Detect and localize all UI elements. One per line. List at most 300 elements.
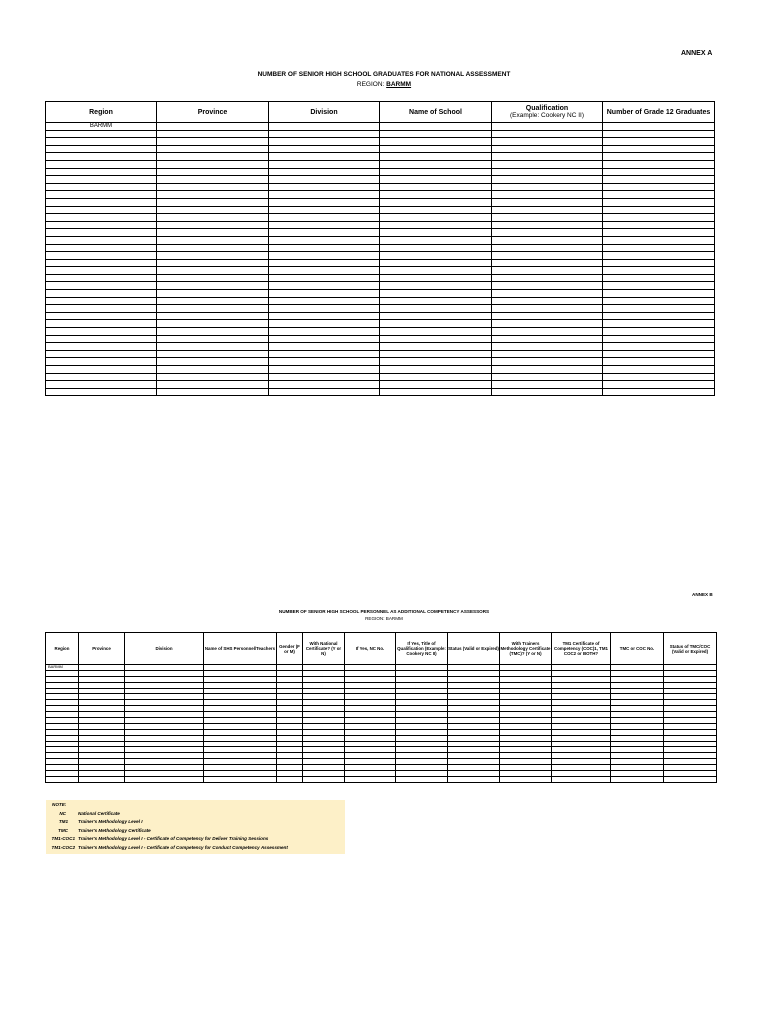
table-cell xyxy=(380,176,492,184)
table-cell xyxy=(492,274,603,282)
table-cell xyxy=(46,236,157,244)
table-cell xyxy=(157,145,269,153)
table-cell xyxy=(46,229,157,237)
table-cell xyxy=(492,267,603,275)
table-cell xyxy=(46,259,157,267)
table-cell xyxy=(157,350,269,358)
table-cell xyxy=(603,123,715,131)
table-cell xyxy=(380,229,492,237)
table-cell xyxy=(492,366,603,374)
table-cell xyxy=(269,221,380,229)
table-cell xyxy=(269,358,380,366)
table-cell xyxy=(46,776,79,782)
table-cell xyxy=(380,267,492,275)
b-col-with-tmc-header: With Trainers Methodology Certificate (TMC)? (Y or N) xyxy=(500,633,552,665)
table-cell xyxy=(157,358,269,366)
table-cell xyxy=(269,198,380,206)
table-cell xyxy=(46,138,157,146)
b-col-tmc-coc-no-header: TMC or COC No. xyxy=(611,633,664,665)
table-cell xyxy=(380,305,492,313)
annex-b-label: ANNEX B xyxy=(692,592,713,597)
table-cell xyxy=(46,350,157,358)
table-cell xyxy=(603,244,715,252)
annex-a-row xyxy=(46,130,715,138)
b-col-with-nc-header: With National Certificate? (Y or N) xyxy=(303,633,345,665)
annex-a-row xyxy=(46,305,715,313)
note-box xyxy=(46,800,345,854)
table-cell xyxy=(492,252,603,260)
annex-a-row xyxy=(46,221,715,229)
col-province-header: Province xyxy=(157,102,269,123)
table-cell xyxy=(492,358,603,366)
annex-a-row xyxy=(46,138,715,146)
table-cell xyxy=(603,145,715,153)
table-cell xyxy=(380,290,492,298)
annex-a-row xyxy=(46,312,715,320)
annex-a-row xyxy=(46,381,715,389)
b-col-personnel-header: Name of SHS Personnel/Teachers xyxy=(204,633,277,665)
table-cell xyxy=(603,138,715,146)
annex-a-row xyxy=(46,176,715,184)
table-cell xyxy=(157,198,269,206)
table-cell xyxy=(492,343,603,351)
table-cell xyxy=(552,776,611,782)
table-cell xyxy=(46,274,157,282)
table-cell xyxy=(269,366,380,374)
note-abbr-tm1-coc1: TM1-COC1 xyxy=(51,836,75,841)
table-cell xyxy=(157,206,269,214)
table-cell xyxy=(157,138,269,146)
table-cell xyxy=(492,328,603,336)
table-cell xyxy=(492,236,603,244)
table-cell xyxy=(603,198,715,206)
annex-a-region-line xyxy=(0,81,768,88)
table-cell xyxy=(46,343,157,351)
table-cell xyxy=(603,282,715,290)
table-cell xyxy=(157,388,269,396)
table-cell xyxy=(603,373,715,381)
table-cell xyxy=(603,335,715,343)
table-cell xyxy=(603,221,715,229)
annex-a-row xyxy=(46,191,715,199)
table-cell xyxy=(603,252,715,260)
annex-a-row xyxy=(46,206,715,214)
table-cell xyxy=(500,776,552,782)
table-cell xyxy=(46,252,157,260)
table-cell xyxy=(157,214,269,222)
table-cell xyxy=(269,176,380,184)
table-cell xyxy=(269,153,380,161)
annex-b-region-line: REGION: BARMM xyxy=(365,616,403,621)
table-cell xyxy=(157,297,269,305)
table-cell xyxy=(46,130,157,138)
table-cell xyxy=(46,297,157,305)
table-cell xyxy=(396,776,448,782)
table-cell xyxy=(603,328,715,336)
annex-a-row xyxy=(46,366,715,374)
table-cell xyxy=(269,297,380,305)
table-cell xyxy=(603,343,715,351)
b-col-province-header: Province xyxy=(79,633,125,665)
b-col-tm1-cert-header: TM1 Certificate of Competency (COC)1, TM1 COC2 or BOTH? xyxy=(552,633,611,665)
table-cell xyxy=(380,191,492,199)
table-cell xyxy=(46,206,157,214)
table-cell xyxy=(380,312,492,320)
table-cell xyxy=(492,259,603,267)
table-cell xyxy=(603,183,715,191)
col-graduates-header: Number of Grade 12 Graduates xyxy=(603,102,715,123)
table-cell xyxy=(157,320,269,328)
col-region-header: Region xyxy=(46,102,157,123)
table-cell xyxy=(380,252,492,260)
annex-a-row xyxy=(46,328,715,336)
table-cell xyxy=(157,274,269,282)
table-cell xyxy=(269,252,380,260)
annex-a-title: NUMBER OF SENIOR HIGH SCHOOL GRADUATES FOR NATIONAL ASSESSMENT xyxy=(257,71,511,78)
annex-a-header-row xyxy=(46,102,715,123)
annex-b-title: NUMBER OF SENIOR HIGH SCHOOL PERSONNEL AS ADDITIONAL COMPETENCY ASSESSORS xyxy=(278,609,490,614)
table-cell xyxy=(269,206,380,214)
table-cell xyxy=(46,312,157,320)
table-cell xyxy=(492,221,603,229)
table-cell xyxy=(380,282,492,290)
b-col-status-header: Status (Valid or Expired) xyxy=(448,633,500,665)
table-cell xyxy=(269,183,380,191)
table-cell xyxy=(157,168,269,176)
table-cell xyxy=(269,267,380,275)
table-cell xyxy=(492,168,603,176)
table-cell xyxy=(603,191,715,199)
table-cell xyxy=(380,259,492,267)
table-cell xyxy=(380,388,492,396)
qualification-example: (Example: Cookery NC II) xyxy=(509,112,585,119)
note-abbr-tm1-coc2: TM1-COC2 xyxy=(51,845,75,850)
table-cell xyxy=(157,335,269,343)
annex-a-row xyxy=(46,267,715,275)
table-cell xyxy=(269,335,380,343)
table-cell xyxy=(157,123,269,131)
table-cell xyxy=(380,198,492,206)
table-cell xyxy=(46,320,157,328)
table-cell xyxy=(380,358,492,366)
table-cell xyxy=(269,168,380,176)
table-cell xyxy=(269,236,380,244)
table-cell xyxy=(380,214,492,222)
table-cell xyxy=(492,153,603,161)
table-cell xyxy=(46,305,157,313)
annex-b-header-row xyxy=(46,633,717,665)
table-cell xyxy=(46,221,157,229)
annex-a-region-prefix: REGION: xyxy=(356,81,387,88)
table-cell xyxy=(380,244,492,252)
annex-a-row xyxy=(46,183,715,191)
table-cell xyxy=(79,776,125,782)
table-cell xyxy=(269,229,380,237)
table-cell xyxy=(46,214,157,222)
table-cell xyxy=(269,123,380,131)
table-cell xyxy=(603,153,715,161)
table-cell xyxy=(380,206,492,214)
table-cell xyxy=(492,160,603,168)
table-cell xyxy=(46,366,157,374)
table-cell xyxy=(603,274,715,282)
table-cell xyxy=(269,160,380,168)
table-cell xyxy=(380,297,492,305)
annex-a-row xyxy=(46,297,715,305)
table-cell xyxy=(157,183,269,191)
table-cell xyxy=(380,168,492,176)
annex-a-table xyxy=(45,101,715,396)
note-abbr-tmc: TMC xyxy=(58,828,68,833)
annex-a-row xyxy=(46,282,715,290)
table-cell xyxy=(492,206,603,214)
table-cell xyxy=(380,123,492,131)
table-cell xyxy=(269,145,380,153)
table-cell xyxy=(157,176,269,184)
table-cell xyxy=(492,350,603,358)
table-cell xyxy=(492,145,603,153)
col-division-header: Division xyxy=(269,102,380,123)
table-cell xyxy=(46,183,157,191)
table-cell xyxy=(492,335,603,343)
table-cell xyxy=(603,388,715,396)
table-cell xyxy=(157,236,269,244)
table-cell xyxy=(664,776,717,782)
table-cell xyxy=(46,160,157,168)
table-cell xyxy=(492,290,603,298)
table-cell xyxy=(492,320,603,328)
note-text-tmc: Trainer's Methodology Certificate xyxy=(78,828,151,833)
table-cell xyxy=(269,274,380,282)
table-cell xyxy=(603,229,715,237)
table-cell xyxy=(157,252,269,260)
table-cell xyxy=(46,145,157,153)
annex-b-row xyxy=(46,776,717,782)
table-cell xyxy=(492,297,603,305)
table-cell xyxy=(157,305,269,313)
table-cell xyxy=(269,259,380,267)
annex-a-row xyxy=(46,229,715,237)
table-cell xyxy=(46,244,157,252)
table-cell xyxy=(380,366,492,374)
table-cell xyxy=(448,776,500,782)
annex-a-label: ANNEX A xyxy=(681,50,713,57)
annex-a-row xyxy=(46,252,715,260)
table-cell xyxy=(492,176,603,184)
table-cell xyxy=(603,358,715,366)
note-text-tm1-coc2: Trainer's Methodology Level I - Certificate of Competency for Conduct Competency Assessment xyxy=(78,845,288,850)
table-cell xyxy=(269,343,380,351)
annex-a-row xyxy=(46,145,715,153)
table-cell xyxy=(269,244,380,252)
table-cell xyxy=(46,282,157,290)
qualification-label: Qualification xyxy=(525,105,569,112)
annex-a-row xyxy=(46,350,715,358)
table-cell xyxy=(603,366,715,374)
table-cell xyxy=(269,130,380,138)
table-cell xyxy=(46,335,157,343)
table-cell xyxy=(380,350,492,358)
table-cell xyxy=(157,290,269,298)
table-cell xyxy=(46,373,157,381)
table-cell xyxy=(492,381,603,389)
b-col-title-qual-header: If Yes, Title of Qualification (Example: Cookery NC II) xyxy=(396,633,448,665)
col-school-header: Name of School xyxy=(380,102,492,123)
table-cell xyxy=(204,776,277,782)
first-row-region-cell: BARMM xyxy=(46,123,157,131)
annex-a-row xyxy=(46,236,715,244)
table-cell xyxy=(157,282,269,290)
table-cell xyxy=(603,305,715,313)
table-cell xyxy=(603,160,715,168)
table-cell xyxy=(380,320,492,328)
table-cell xyxy=(303,776,345,782)
table-cell xyxy=(380,221,492,229)
table-cell xyxy=(46,328,157,336)
table-cell xyxy=(46,388,157,396)
annex-a-region-value: BARMM xyxy=(386,81,412,88)
table-cell xyxy=(492,244,603,252)
table-cell xyxy=(603,130,715,138)
annex-b-table xyxy=(45,632,717,783)
table-cell xyxy=(380,335,492,343)
col-qualification-header xyxy=(492,102,603,123)
table-cell xyxy=(603,350,715,358)
annex-a-row xyxy=(46,153,715,161)
table-cell xyxy=(269,373,380,381)
table-cell xyxy=(157,221,269,229)
annex-a-row xyxy=(46,244,715,252)
table-cell xyxy=(603,381,715,389)
table-cell xyxy=(380,183,492,191)
table-cell xyxy=(492,198,603,206)
table-cell xyxy=(380,328,492,336)
annex-a-row xyxy=(46,259,715,267)
table-cell xyxy=(603,236,715,244)
table-cell xyxy=(269,312,380,320)
table-cell xyxy=(380,274,492,282)
table-cell xyxy=(157,191,269,199)
table-cell xyxy=(157,267,269,275)
table-cell xyxy=(380,145,492,153)
table-cell xyxy=(380,381,492,389)
table-cell xyxy=(492,282,603,290)
table-cell xyxy=(46,290,157,298)
table-cell xyxy=(380,130,492,138)
table-cell xyxy=(157,229,269,237)
table-cell xyxy=(345,776,396,782)
note-text-tm1-coc1: Trainer's Methodology Level I - Certificate of Competency for Deliver Training Sessions xyxy=(78,836,269,841)
table-cell xyxy=(269,388,380,396)
b-col-status-tmc-header: Status of TMC/COC (Valid or Expired) xyxy=(664,633,717,665)
table-cell xyxy=(603,168,715,176)
annex-a-row xyxy=(46,358,715,366)
first-row-region-cell: BARMM xyxy=(46,665,79,671)
b-col-gender-header: Gender (F or M) xyxy=(277,633,303,665)
annex-a-row xyxy=(46,198,715,206)
table-cell xyxy=(157,160,269,168)
table-cell xyxy=(269,350,380,358)
table-cell xyxy=(603,297,715,305)
table-cell xyxy=(157,244,269,252)
table-cell xyxy=(269,282,380,290)
table-cell xyxy=(269,305,380,313)
table-cell xyxy=(603,206,715,214)
annex-a-row xyxy=(46,214,715,222)
table-cell xyxy=(603,259,715,267)
annex-a-row xyxy=(46,373,715,381)
table-cell xyxy=(46,191,157,199)
table-cell xyxy=(157,343,269,351)
table-cell xyxy=(157,381,269,389)
table-cell xyxy=(46,381,157,389)
table-cell xyxy=(603,214,715,222)
table-cell xyxy=(46,267,157,275)
table-cell xyxy=(492,312,603,320)
table-cell xyxy=(603,290,715,298)
table-cell xyxy=(380,138,492,146)
table-cell xyxy=(380,236,492,244)
table-cell xyxy=(157,153,269,161)
table-cell xyxy=(603,267,715,275)
table-cell xyxy=(492,130,603,138)
table-cell xyxy=(492,305,603,313)
table-cell xyxy=(380,160,492,168)
table-cell xyxy=(46,176,157,184)
table-cell xyxy=(492,183,603,191)
table-cell xyxy=(380,153,492,161)
annex-a-row xyxy=(46,160,715,168)
annex-a-row xyxy=(46,320,715,328)
table-cell xyxy=(492,388,603,396)
table-cell xyxy=(157,328,269,336)
table-cell xyxy=(269,381,380,389)
annex-a-row xyxy=(46,388,715,396)
table-cell xyxy=(46,168,157,176)
table-cell xyxy=(492,191,603,199)
table-cell xyxy=(269,214,380,222)
annex-a-row xyxy=(46,335,715,343)
table-cell xyxy=(157,366,269,374)
table-cell xyxy=(269,138,380,146)
note-abbr-nc: NC xyxy=(59,811,66,816)
table-cell xyxy=(603,312,715,320)
table-cell xyxy=(269,191,380,199)
table-cell xyxy=(492,138,603,146)
annex-a-row xyxy=(46,123,715,131)
table-cell xyxy=(380,373,492,381)
note-heading: NOTE: xyxy=(52,802,67,807)
table-cell xyxy=(125,776,204,782)
table-cell xyxy=(269,328,380,336)
b-col-nc-no-header: If Yes, NC No. xyxy=(345,633,396,665)
annex-a-row xyxy=(46,168,715,176)
table-cell xyxy=(492,373,603,381)
table-cell xyxy=(603,176,715,184)
table-cell xyxy=(269,320,380,328)
table-cell xyxy=(603,320,715,328)
table-cell xyxy=(380,343,492,351)
b-col-division-header: Division xyxy=(125,633,204,665)
annex-a-row xyxy=(46,343,715,351)
table-cell xyxy=(269,290,380,298)
annex-a-row xyxy=(46,274,715,282)
note-text-nc: National Certificate xyxy=(78,811,120,816)
table-cell xyxy=(611,776,664,782)
table-cell xyxy=(492,229,603,237)
table-cell xyxy=(46,153,157,161)
table-cell xyxy=(492,123,603,131)
